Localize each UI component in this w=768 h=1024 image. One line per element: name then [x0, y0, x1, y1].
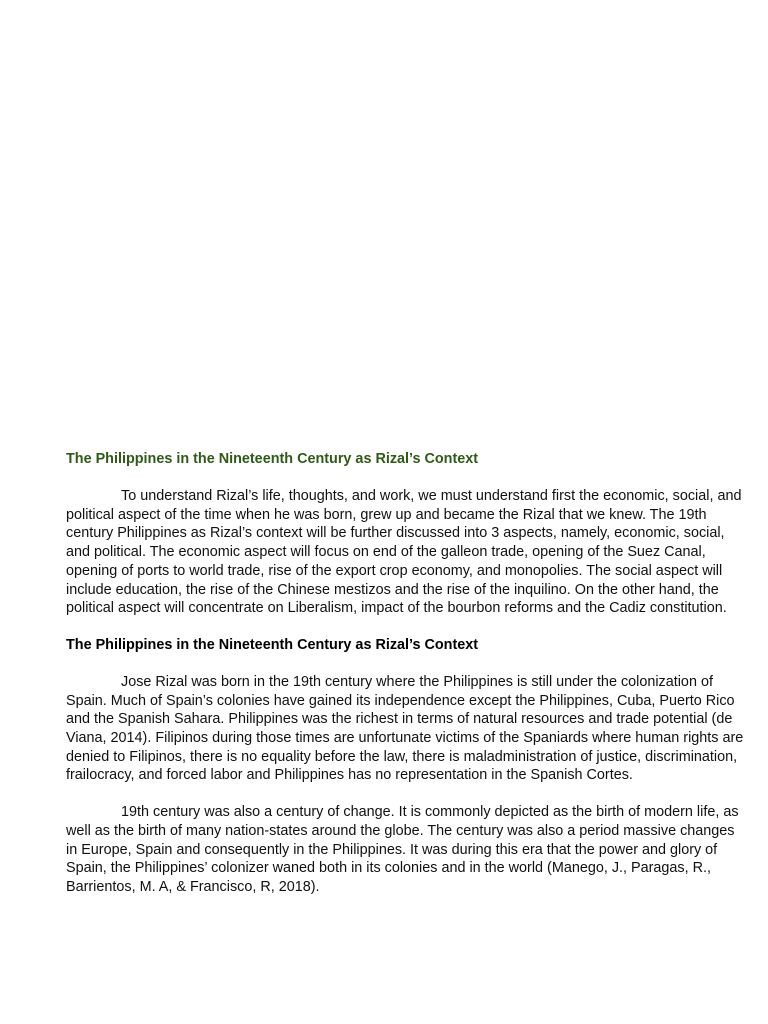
section-2-heading: The Philippines in the Nineteenth Century as Rizal’s Context: [66, 636, 479, 653]
spacer: [66, 785, 746, 803]
section-1-paragraph: To understand Rizal’s life, thoughts, and work, we must understand first the economic, social, and political aspect of the time when he was born, grew up and became the Rizal that we knew. The 19th century Philippines as Rizal’s context will be further discussed into 3 aspects, namely, economic, social, and political. The economic aspect will focus on end of the galleon trade, opening of the Suez Canal, opening of ports to world trade, rise of the export crop economy, and monopolies. The social aspect will include education, the rise of the Chinese mestizos and the rise of the inquilino. On the other hand, the political aspect will concentrate on Liberalism, impact of the bourbon reforms and the Cadiz constitution.: [66, 488, 742, 617]
section-1-heading: The Philippines in the Nineteenth Century as Rizal’s Context: [66, 451, 479, 467]
section-2-paragraph-1: Jose Rizal was born in the 19th century where the Philippines is still under the colonization of Spain. Much of Spain’s colonies have gained its independence except the Philippines, Cuba, Puerto Rico and the Spanish Sahara. Philippines was the richest in terms of natural resources and trade potential (de Viana, 2014). Filipinos during those times are unfortunate victims of the Spaniards where human rights are denied to Filipinos, there is no equality before the law, there is maladministration of justice, discrimination, frailocracy, and forced labor and Philippines has no representation in the Spanish Cortes.: [66, 673, 744, 784]
section-2-paragraph-2: 19th century was also a century of change. It is commonly depicted as the birth of modern life, as well as the birth of many nation-states around the globe. The century was also a period massive changes in Europe, Spain and consequently in the Philippines. It was during this era that the power and glory of Spain, the Philippines’ colonizer waned both in its colonies and in the world (Manego, J., Paragas, R., Barrientos, M. A, & Francisco, R, 2018).: [66, 804, 739, 895]
spacer: [66, 618, 746, 636]
spacer: [66, 655, 746, 673]
document-content: [66, 450, 746, 897]
spacer: [66, 469, 746, 487]
